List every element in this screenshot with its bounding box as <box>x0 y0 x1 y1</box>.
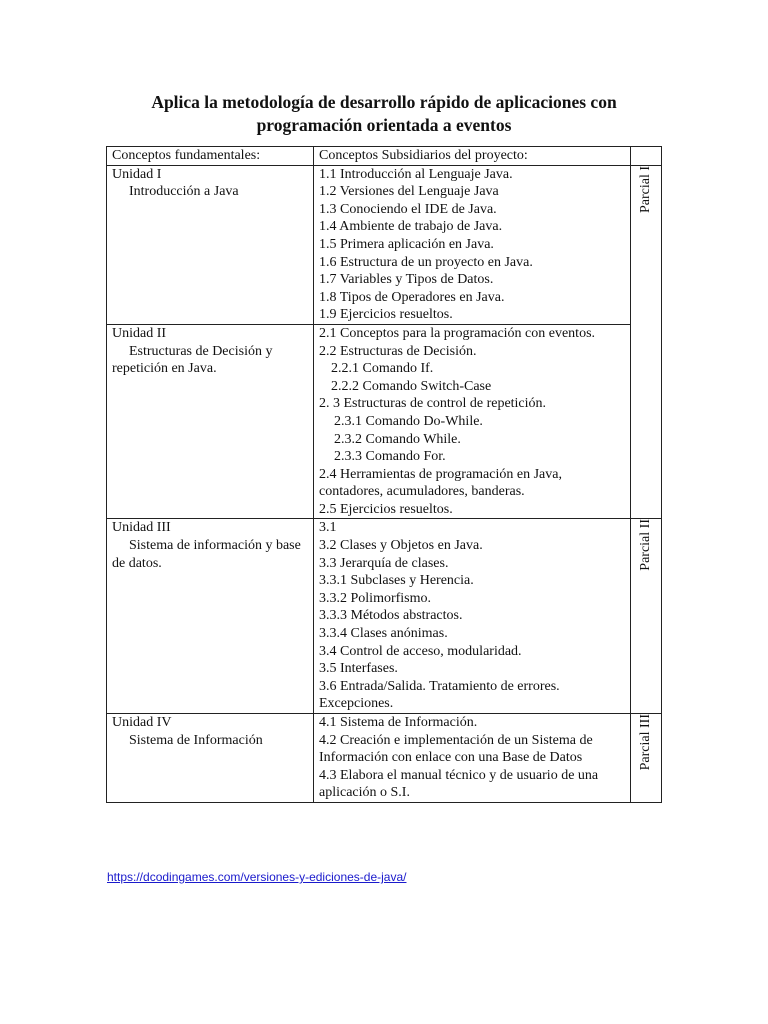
topic-item: 2.2 Estructuras de Decisión. <box>319 343 477 359</box>
document-title <box>100 91 668 137</box>
unit-name: Sistema de información y base de datos. <box>112 538 301 571</box>
table-header-row <box>107 147 662 166</box>
table-row <box>107 324 662 519</box>
topic-item: 1.1 Introducción al Lenguaje Java. <box>319 166 513 182</box>
header-subsidiary: Conceptos Subsidiarios del proyecto: <box>314 147 631 166</box>
topic-item: 3.3 Jerarquía de clases. <box>319 555 449 571</box>
topic-item: 2.3.1 Comando Do-While. <box>334 413 483 429</box>
unit-name: Introducción a Java <box>129 184 239 200</box>
title-line-2: programación orientada a eventos <box>256 115 512 135</box>
table-row <box>107 714 662 803</box>
topic-item: 2.1 Conceptos para la programación con eventos. <box>319 325 596 341</box>
topic-item: 3.4 Control de acceso, modularidad. <box>319 643 522 659</box>
title-line-1: Aplica la metodología de desarrollo rápido de aplicaciones con <box>151 92 617 112</box>
topic-item: 2.3.2 Comando While. <box>334 431 461 447</box>
topic-item: 3.2 Clases y Objetos en Java. <box>319 538 483 554</box>
topic-item: 1.2 Versiones del Lenguaje Java <box>319 184 499 200</box>
reference-link[interactable]: https://dcodingames.com/versiones-y-ediciones-de-java/ <box>107 870 407 884</box>
topic-item: 3.3.2 Polimorfismo. <box>319 590 432 606</box>
unit-name: Sistema de Información <box>129 732 263 748</box>
topic-item: 2.2.2 Comando Switch-Case <box>331 378 492 394</box>
topic-item: 3.3.4 Clases anónimas. <box>319 626 448 642</box>
topic-item: 3.1 <box>319 520 337 536</box>
unit-title: Unidad IV <box>112 715 172 730</box>
topics-cell <box>314 165 631 324</box>
partial-cell <box>631 165 662 519</box>
topic-item: 1.4 Ambiente de trabajo de Java. <box>319 219 503 235</box>
header-partial <box>631 147 662 166</box>
topic-item: 4.2 Creación e implementación de un Sistema de Información con enlace con una Base de Datos <box>319 732 593 766</box>
topic-item: 3.6 Entrada/Salida. Tratamiento de errores. Excepciones. <box>319 678 560 712</box>
partial-cell <box>631 519 662 714</box>
unit-cell <box>107 519 314 714</box>
topic-item: 2.3.3 Comando For. <box>334 449 446 465</box>
partial-label: Parcial I <box>638 165 654 213</box>
topic-item: 3.5 Interfases. <box>319 661 398 677</box>
unit-title: Unidad III <box>112 520 171 536</box>
topic-item: 1.8 Tipos de Operadores en Java. <box>319 289 505 305</box>
topic-item: 4.1 Sistema de Información. <box>319 715 478 730</box>
table-row <box>107 165 662 324</box>
header-fundamentals: Conceptos fundamentales: <box>107 147 314 166</box>
topics-cell <box>314 714 631 803</box>
syllabus-table <box>106 146 662 803</box>
topic-item: 1.7 Variables y Tipos de Datos. <box>319 272 494 288</box>
topic-item: 2.5 Ejercicios resueltos. <box>319 501 453 517</box>
unit-cell <box>107 165 314 324</box>
topic-item: 4.3 Elabora el manual técnico y de usuario de una aplicación o S.I. <box>319 767 599 801</box>
topic-item: 1.9 Ejercicios resueltos. <box>319 307 453 323</box>
topic-item: 3.3.3 Métodos abstractos. <box>319 608 463 624</box>
table-row <box>107 519 662 714</box>
unit-title: Unidad I <box>112 166 162 182</box>
unit-name: Estructuras de Decisión y repetición en Java. <box>112 343 273 377</box>
topics-cell <box>314 519 631 714</box>
unit-title: Unidad II <box>112 325 167 341</box>
topic-item: 2.4 Herramientas de programación en Java, contadores, acumuladores, banderas. <box>319 466 562 500</box>
topic-item: 1.6 Estructura de un proyecto en Java. <box>319 254 533 270</box>
topic-item: 1.5 Primera aplicación en Java. <box>319 236 494 252</box>
partial-label: Parcial II <box>638 519 654 572</box>
partial-label: Parcial III <box>638 714 654 771</box>
topics-cell <box>314 324 631 519</box>
partial-cell <box>631 714 662 803</box>
topic-item: 1.3 Conociendo el IDE de Java. <box>319 201 497 217</box>
topic-item: 3.3.1 Subclases y Herencia. <box>319 573 474 589</box>
topic-item: 2. 3 Estructuras de control de repetición. <box>319 396 547 412</box>
unit-cell <box>107 714 314 803</box>
topic-item: 2.2.1 Comando If. <box>331 361 434 377</box>
unit-cell <box>107 324 314 519</box>
